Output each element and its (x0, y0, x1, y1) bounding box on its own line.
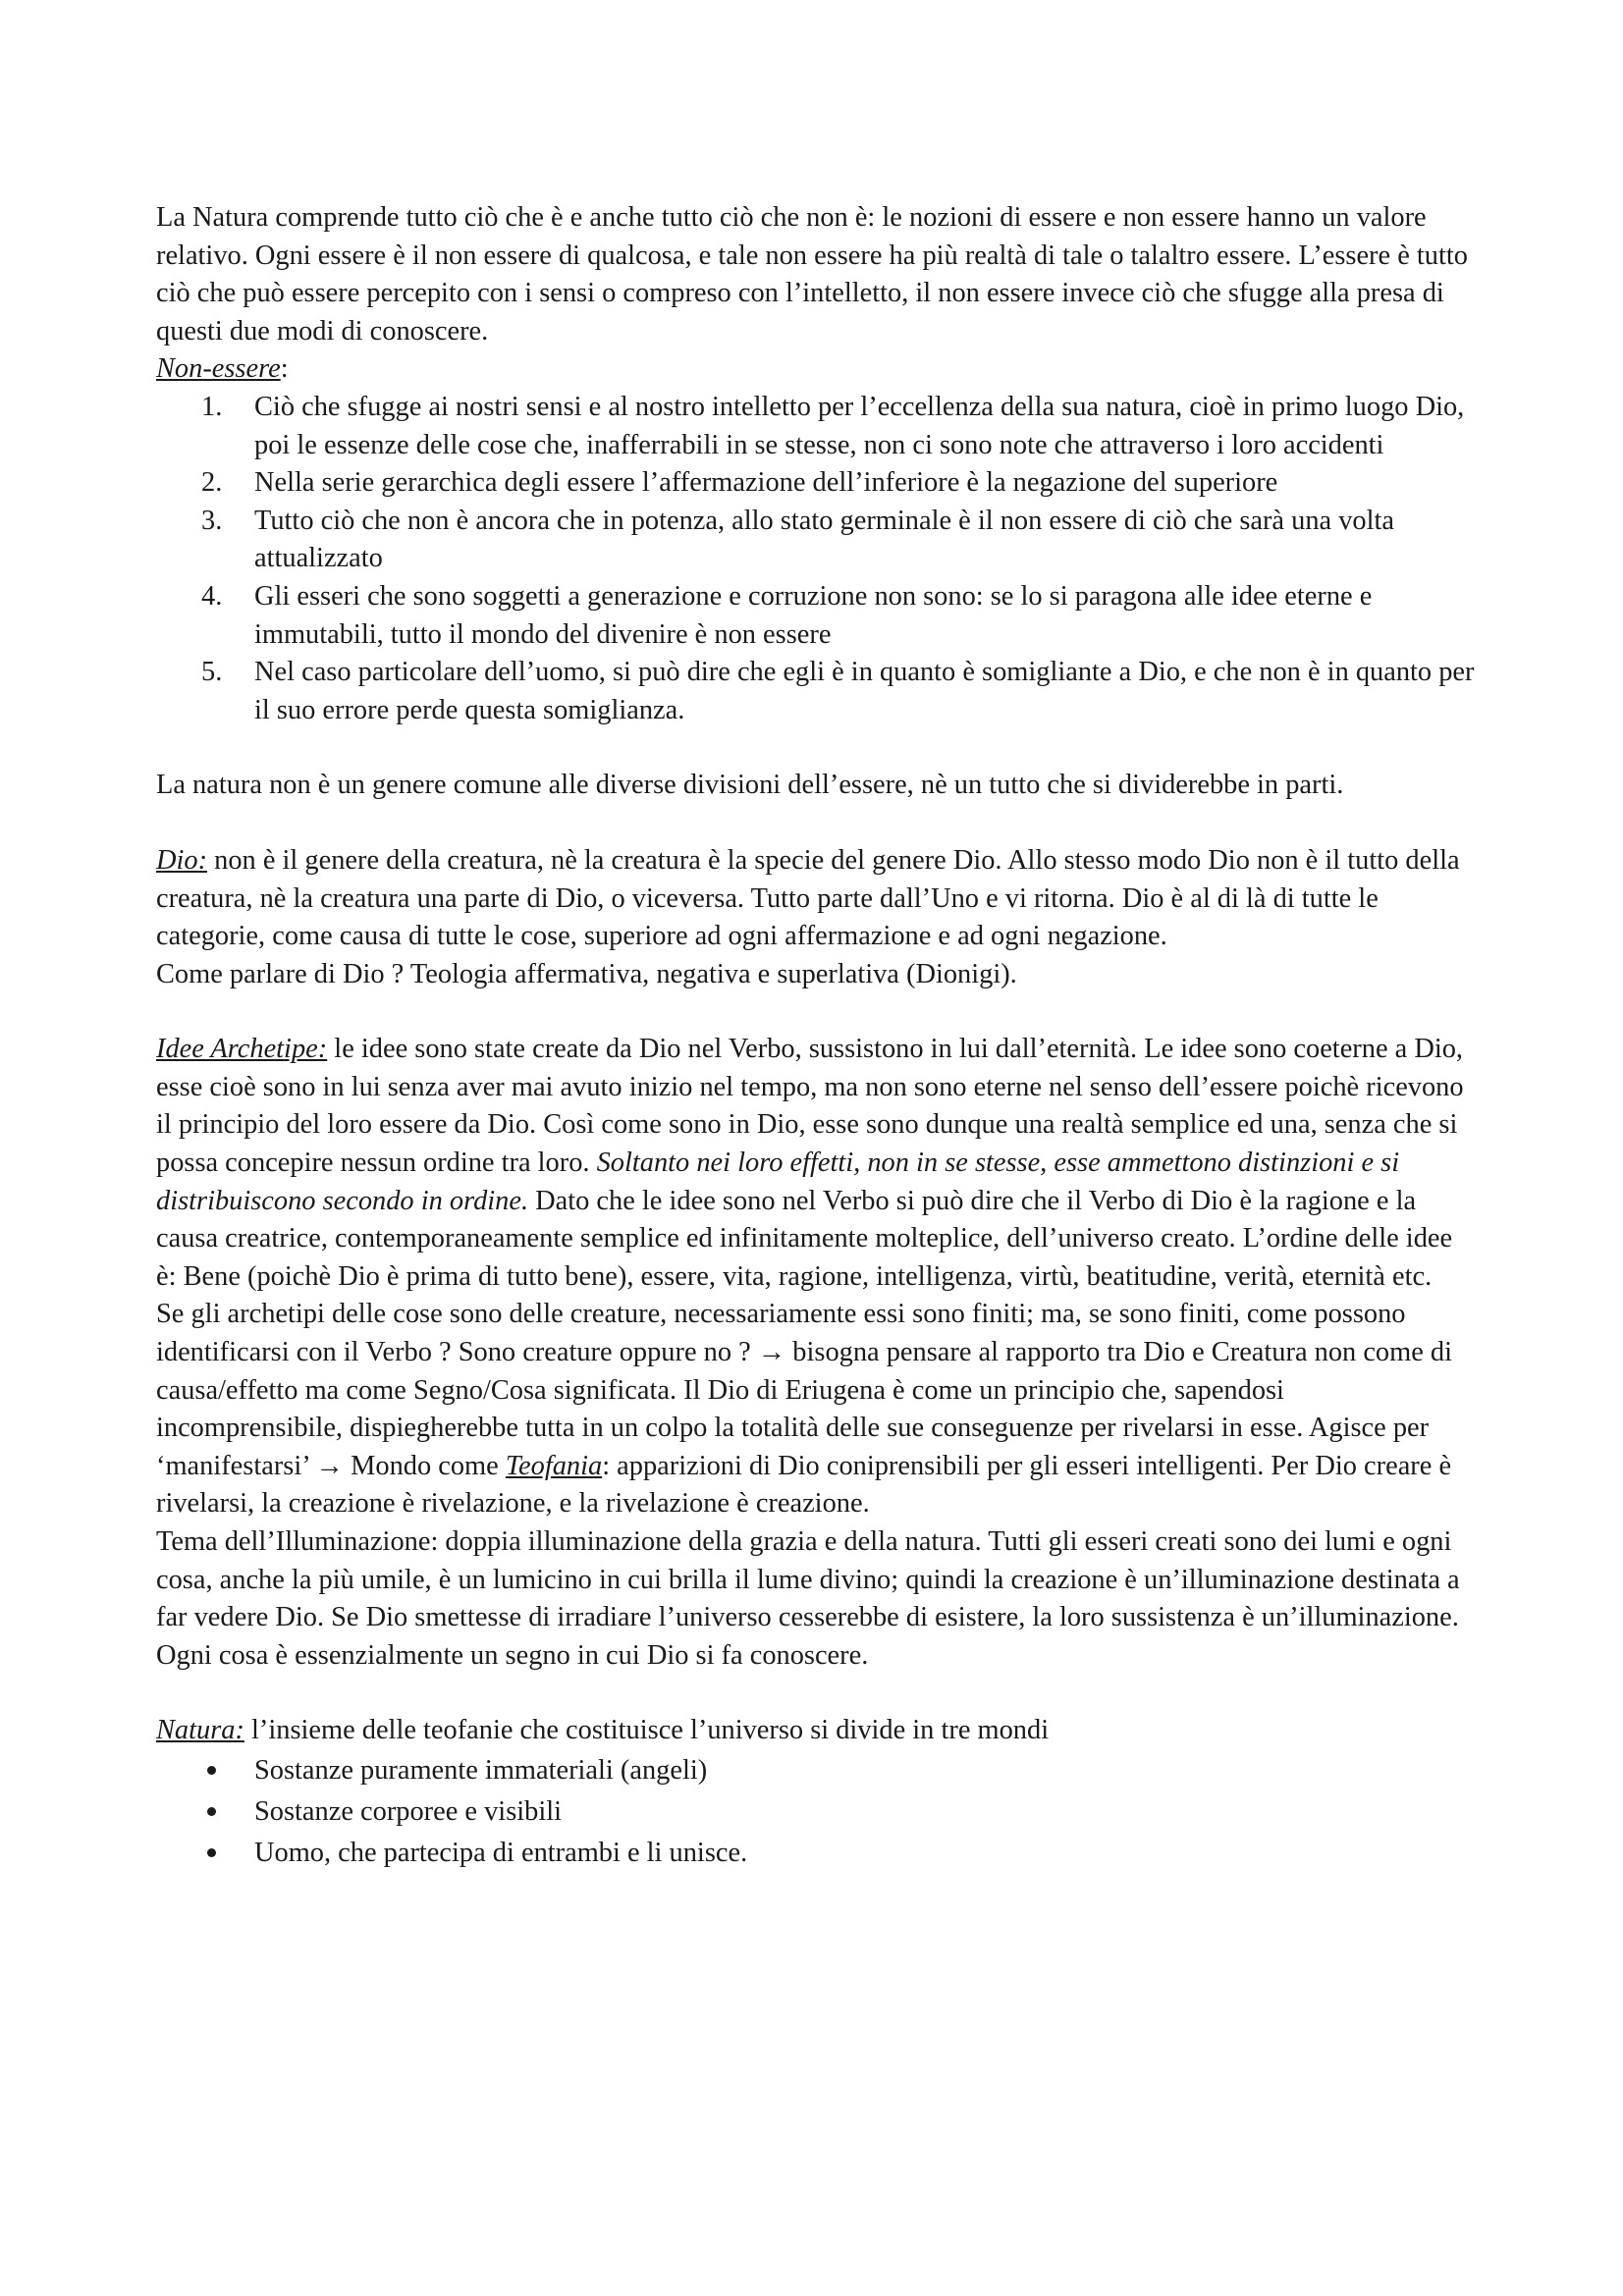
list-item (156, 503, 1477, 578)
list-item-text: Nel caso particolare dell’uomo, si può dire che egli è in quanto è somigliante a Dio, e che non è in quanto per il suo errore perde questa somiglianza. (254, 657, 1475, 725)
paragraph-gap (156, 729, 1477, 767)
idee-italic-text: Soltanto nei loro effetti, non in se stesse, esse ammettono distinzioni e si distribuiscono secondo in ordine. (156, 1148, 1400, 1216)
non-essere-heading: Non-essere (156, 353, 281, 385)
paragraph-gap (156, 1675, 1477, 1712)
illuminazione-paragraph: Tema dell’Illuminazione: doppia illuminazione della grazia e della natura. Tutti gli esseri creati sono dei lumi e ogni cosa, anche la più umile, è un lumicino in cui brilla il lume divino; quindi la creazione è un’illuminazione destinata a far vedere Dio. Se Dio smettesse di irradiare l’universo cesserebbe di esistere, la loro sussistenza è un’illuminazione. Ogni cosa è essenzialmente un segno in cui Dio si fa conoscere. (156, 1526, 1460, 1671)
teofania-term: Teofania (505, 1450, 603, 1481)
archetipi-text-a: Se gli archetipi delle cose sono delle creature, necessariamente essi sono finiti; ma, se sono finiti, come possono identificarsi con il Verbo ? Sono creature oppure no ? → bisogna pensare al rapporto tra Dio e Creatura non come di causa/effetto ma come Segno/Cosa significata. Il Dio di Eriugena è come un principio che, sapendosi incomprensibile, dispiegherebbe tutta in un colpo la totalità delle sue conseguenze per rivelarsi in esse. Agisce per ‘manifestarsi’ → Mondo come (156, 1299, 1452, 1481)
list-item (156, 464, 1477, 503)
non-essere-colon: : (280, 353, 289, 385)
list-item-number: 2. (201, 467, 223, 499)
natura-bullet-list (156, 1750, 1477, 1874)
non-essere-list (156, 389, 1477, 729)
list-item (156, 1750, 1477, 1791)
natura-text: l’insieme delle teofanie che costituisce l’universo si divide in tre mondi (243, 1715, 1050, 1746)
list-item (156, 1791, 1477, 1833)
archetipi-text-b: : apparizioni di Dio coniprensibili per gli esseri intelligenti. Per Dio creare è rivelarsi, la creazione è rivelazione, e la rivelazione è creazione. (156, 1450, 1452, 1520)
list-item-text: Uomo, che partecipa di entrambi e li unisce. (254, 1837, 748, 1868)
idee-text-a: le idee sono state create da Dio nel Verbo, sussistono in lui dall’eternità. Le idee sono coeterne a Dio, esse cioè sono in lui senza aver mai avuto inizio nel tempo, ma non sono eterne nel senso dell’essere poichè ricevono il principio del loro essere da Dio. Così come sono in Dio, esse sono dunque una realtà semplice ed una, senza che si possa concepire nessun ordine tra loro. (156, 1034, 1464, 1179)
list-item-text: Tutto ciò che non è ancora che in potenza, allo stato germinale è il non essere di ciò che sarà una volta attualizzato (254, 505, 1394, 574)
bullet-icon (207, 1848, 216, 1857)
idee-heading: Idee Archetipe: (156, 1034, 328, 1065)
list-item (156, 654, 1477, 729)
intro-paragraph: La Natura comprende tutto ciò che è e anche tutto ciò che non è: le nozioni di essere e non essere hanno un valore relativo. Ogni essere è il non essere di qualcosa, e tale non essere ha più realtà di tale o talaltro essere. L’essere è tutto ciò che può essere percepito con i sensi o compreso con l’intelletto, il non essere invece ciò che sfugge alla presa di questi due modi di conoscere. (156, 202, 1468, 347)
teologia-line: Come parlare di Dio ? Teologia affermativa, negativa e superlativa (Dionigi). (156, 958, 1017, 989)
list-item-text: Sostanze corporee e visibili (254, 1795, 562, 1827)
dio-heading: Dio: (156, 844, 208, 876)
list-item-number: 3. (201, 505, 223, 536)
list-item-number: 1. (201, 391, 223, 422)
list-item-number: 5. (201, 657, 223, 688)
list-item-text: Nella serie gerarchica degli essere l’affermazione dell’inferiore è la negazione del superiore (254, 467, 1278, 499)
bullet-icon (207, 1766, 216, 1775)
list-item (156, 578, 1477, 654)
list-item (156, 389, 1477, 464)
list-item-text: Gli esseri che sono soggetti a generazione e corruzione non sono: se lo si paragona alle idee eterne e immutabili, tutto il mondo del divenire è non essere (254, 580, 1373, 650)
dio-text: non è il genere della creatura, nè la creatura è la specie del genere Dio. Allo stesso modo Dio non è il tutto della creatura, nè la creatura una parte di Dio, o viceversa. Tutto parte dall’Uno e vi ritorna. Dio è al di là di tutte le categorie, come causa di tutte le cose, superiore ad ogni affermazione e ad ogni negazione. (156, 844, 1460, 952)
natura-genere-paragraph: La natura non è un genere comune alle diverse divisioni dell’essere, nè un tutto che si dividerebbe in parti. (156, 770, 1344, 801)
non-essere-heading-line (156, 350, 1477, 389)
bullet-icon (207, 1807, 216, 1816)
idee-paragraph (156, 1031, 1477, 1296)
natura-heading: Natura: (156, 1715, 244, 1746)
idee-text-b: Dato che le idee sono nel Verbo si può dire che il Verbo di Dio è la ragione e la causa creatrice, contemporaneamente semplice ed infinitamente molteplice, dell’universo creato. L’ordine delle idee è: Bene (poichè Dio è prima di tutto bene), essere, vita, ragione, intelligenza, virtù, beatitudine, verità, eternità etc. (156, 1185, 1453, 1292)
document-page (156, 199, 1477, 1874)
dio-paragraph (156, 842, 1477, 956)
list-item (156, 1833, 1477, 1874)
list-item-number: 4. (201, 580, 223, 612)
list-item-text: Sostanze puramente immateriali (angeli) (254, 1754, 708, 1786)
paragraph-gap (156, 993, 1477, 1031)
list-item-text: Ciò che sfugge ai nostri sensi e al nostro intelletto per l’eccellenza della sua natura, cioè in primo luogo Dio, poi le essenze delle cose che, inafferrabili in se stesse, non ci sono note che attraverso i loro accidenti (254, 391, 1465, 460)
paragraph-gap (156, 805, 1477, 842)
natura-paragraph (156, 1712, 1477, 1750)
archetipi-paragraph (156, 1296, 1477, 1523)
